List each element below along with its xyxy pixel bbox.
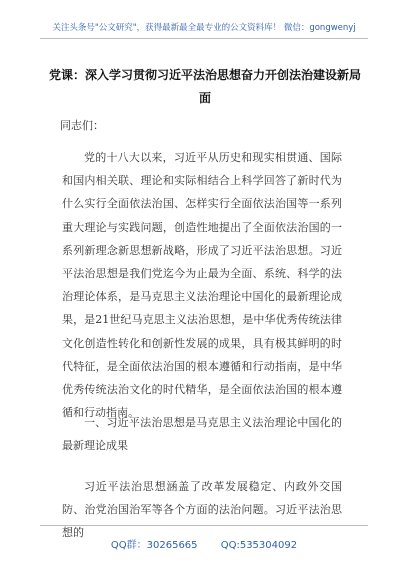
footer bbox=[0, 536, 408, 551]
header-divider bbox=[40, 38, 368, 39]
salutation: 同志们： bbox=[60, 119, 104, 132]
paragraph-2: 习近平法治思想涵盖了改革发展稳定、内政外交国防、治党治国治军等各个方面的法治问题。习近平法治思想的 bbox=[62, 480, 342, 540]
paragraph-1: 党的十八大以来，习近平从历史和现实相贯通、国际和国内相关联、理论和实际相结合上科学回答了新时代为什么实行全面依法治国、怎样实行全面依法治国等一系列重大理论与实践问题，创造性地提出了全面依法治国的一系列新理念新思想新战略，形成了习近平法治思想。习近平法治思想是我们党迄今为止最为全面、系统、科学的法治理论体系，是马克思主义法治理论中国化的最新理论成果，是21世纪马克思主义法治思想，是中华优秀传统法律文化创造性转化和创新性发展的成果，具有极其鲜明的时代特征，是全面依法治国的根本遵循和行动指南，是中华优秀传统法治文化的时代精华，是全面依法治国的根本遵循和行动指南。 bbox=[62, 151, 342, 420]
footer-qq: QQ:535304092 bbox=[220, 540, 298, 551]
document-title: 党课：深入学习贯彻习近平法治思想奋力开创法治建设新局面 bbox=[48, 68, 361, 105]
footer-divider bbox=[40, 525, 368, 526]
section-heading: 一、习近平法治思想是马克思主义法治理论中国化的最新理论成果 bbox=[62, 416, 342, 453]
header-note: 关注头条号"公文研究"，获得最新最全最专业的公文资料库！ 微信：gongwenyj bbox=[52, 23, 356, 33]
footer-qq-group: QQ群：30265665 bbox=[110, 540, 198, 551]
